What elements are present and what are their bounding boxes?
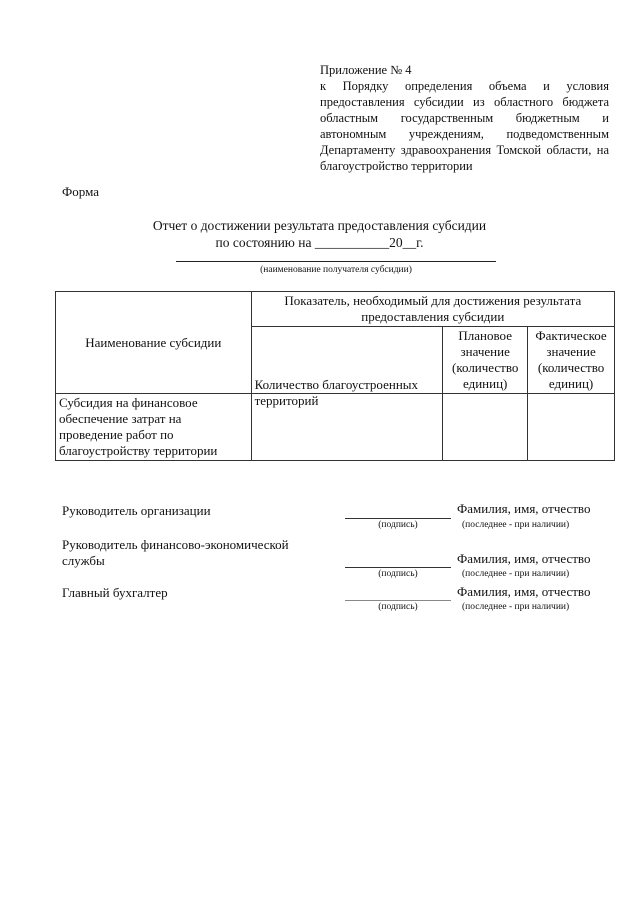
cell-indicator-text: Количество благоустроенных территорий <box>254 377 419 408</box>
appendix-block <box>320 62 609 174</box>
signature-role-director: Руководитель организации <box>62 503 211 518</box>
signature-caption-finance-head: (подпись) <box>378 569 418 579</box>
report-date-line: по состоянию на ___________20__г. <box>215 235 424 250</box>
signature-line-director[interactable] <box>345 518 451 519</box>
cell-indicator <box>251 377 443 461</box>
report-heading <box>62 217 577 251</box>
appendix-title: Приложение № 4 <box>320 63 412 77</box>
header-planned: Плановое значение (количество единиц) <box>443 327 528 394</box>
cell-actual <box>528 394 615 461</box>
cell-planned <box>443 394 528 461</box>
signature-line-chief-accountant[interactable] <box>345 600 451 601</box>
fio-director: Фамилия, имя, отчество <box>457 501 591 516</box>
signature-caption-chief-accountant: (подпись) <box>378 602 418 612</box>
fio-chief-accountant: Фамилия, имя, отчество <box>457 584 591 599</box>
signature-line-finance-head[interactable] <box>345 567 451 568</box>
signature-caption-director: (подпись) <box>378 520 418 530</box>
header-indicator-group: Показатель, необходимый для достижения результата предоставления субсидии <box>251 292 614 327</box>
recipient-name-line <box>176 261 496 262</box>
fio-caption-chief-accountant: (последнее - при наличии) <box>462 602 570 612</box>
fio-caption-finance-head: (последнее - при наличии) <box>462 569 570 579</box>
recipient-caption: (наименование получателя субсидии) <box>260 265 412 275</box>
appendix-text: к Порядку определения объема и условия предоставления субсидии из областного бюджета областным государственным бюджетным и автономным учреждениям, подведомственным Департаменту здравоохранения Томской области, на благоустройство территории <box>320 79 609 173</box>
signature-role-chief-accountant: Главный бухгалтер <box>62 585 168 600</box>
report-table <box>55 291 615 461</box>
fio-finance-head: Фамилия, имя, отчество <box>457 551 591 566</box>
signature-role-finance-head: Руководитель финансово-экономической службы <box>62 537 289 568</box>
fio-caption-director: (последнее - при наличии) <box>462 520 570 530</box>
report-title: Отчет о достижении результата предоставления субсидии <box>152 218 487 233</box>
header-actual: Фактическое значение (количество единиц) <box>528 327 615 394</box>
form-label: Форма <box>62 184 99 199</box>
header-subsidy-name: Наименование субсидии <box>56 292 252 394</box>
cell-subsidy: Субсидия на финансовое обеспечение затрат на проведение работ по благоустройству территории <box>56 394 252 461</box>
